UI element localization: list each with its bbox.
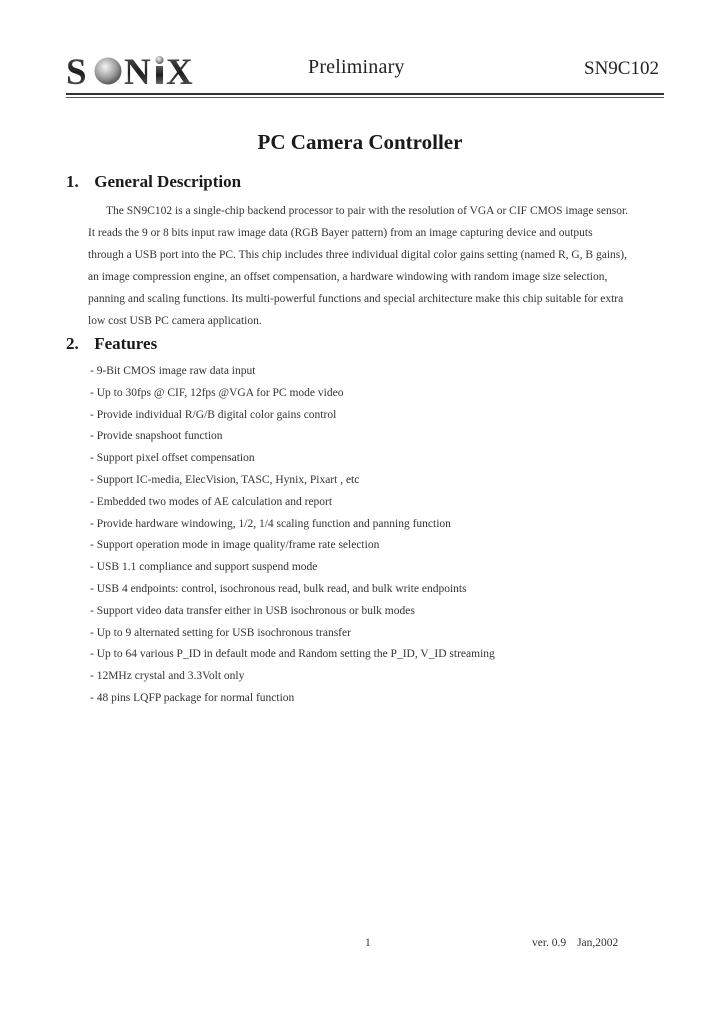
document-title: PC Camera Controller [257,130,463,154]
section-heading-features [66,334,157,354]
document-status: Preliminary [308,56,405,78]
description-line: an image compression engine, an offset compensation, a hardware windowing with random image size selection, [88,271,608,283]
description-line: The SN9C102 is a single-chip backend processor to pair with the resolution of VGA or CIF CMOS image sensor. [106,205,629,217]
feature-item: - Up to 30fps @ CIF, 12fps @VGA for PC mode video [90,386,344,399]
feature-item: - Provide hardware windowing, 1/2, 1/4 scaling function and panning function [90,517,451,530]
page-number: 1 [365,937,371,949]
features-list [90,361,650,710]
release-date: Jan,2002 [577,937,619,949]
feature-item: - Provide individual R/G/B digital color gains control [90,408,337,421]
feature-item: - 12MHz crystal and 3.3Volt only [90,670,245,683]
feature-item: - Support pixel offset compensation [90,452,255,465]
section-number: 2. [66,334,79,353]
sonix-logo [66,54,208,88]
feature-item: - Support video data transfer either in USB isochronous or bulk modes [90,604,415,617]
version-label: ver. 0.9 [532,937,567,949]
feature-item: - USB 4 endpoints: control, isochronous read, bulk read, and bulk write endpoints [90,582,467,595]
feature-item: - Support operation mode in image quality/frame rate selection [90,539,380,552]
part-number: SN9C102 [584,58,659,79]
section-number: 1. [66,172,79,191]
general-description-paragraph [88,200,658,332]
version-info [532,937,626,949]
feature-item: - 9-Bit CMOS image raw data input [90,365,256,377]
section-heading-general-description [66,172,241,192]
feature-item: - Provide snapshoot function [90,430,223,443]
svg-text:N: N [124,54,151,88]
feature-item: - Embedded two modes of AE calculation and report [90,495,333,508]
description-line: panning and scaling functions. Its multi-powerful functions and special architecture make this chip suitable for extra [88,293,624,305]
description-line: low cost USB PC camera application. [88,315,262,327]
section-title: Features [94,334,158,353]
feature-item: - USB 1.1 compliance and support suspend mode [90,561,318,574]
description-line: It reads the 9 or 8 bits input raw image data (RGB Bayer pattern) from an image capturing device and outputs [88,227,593,239]
svg-text:S: S [66,54,87,88]
feature-item: - 48 pins LQFP package for normal function [90,691,295,704]
sonix-logo-graphic [66,54,208,88]
description-line: through a USB port into the PC. This chip includes three individual digital color gains setting (named R, G, B gains), [88,249,627,261]
feature-item: - Up to 9 alternated setting for USB isochronous transfer [90,626,351,639]
feature-item: - Support IC-media, ElecVision, TASC, Hynix, Pixart , etc [90,473,360,486]
svg-text:X: X [166,54,193,88]
feature-item: - Up to 64 various P_ID in default mode and Random setting the P_ID, V_ID streaming [90,648,495,661]
header-rule-thin [66,97,664,98]
section-title: General Description [94,172,242,191]
header-rule-thick [66,93,664,95]
